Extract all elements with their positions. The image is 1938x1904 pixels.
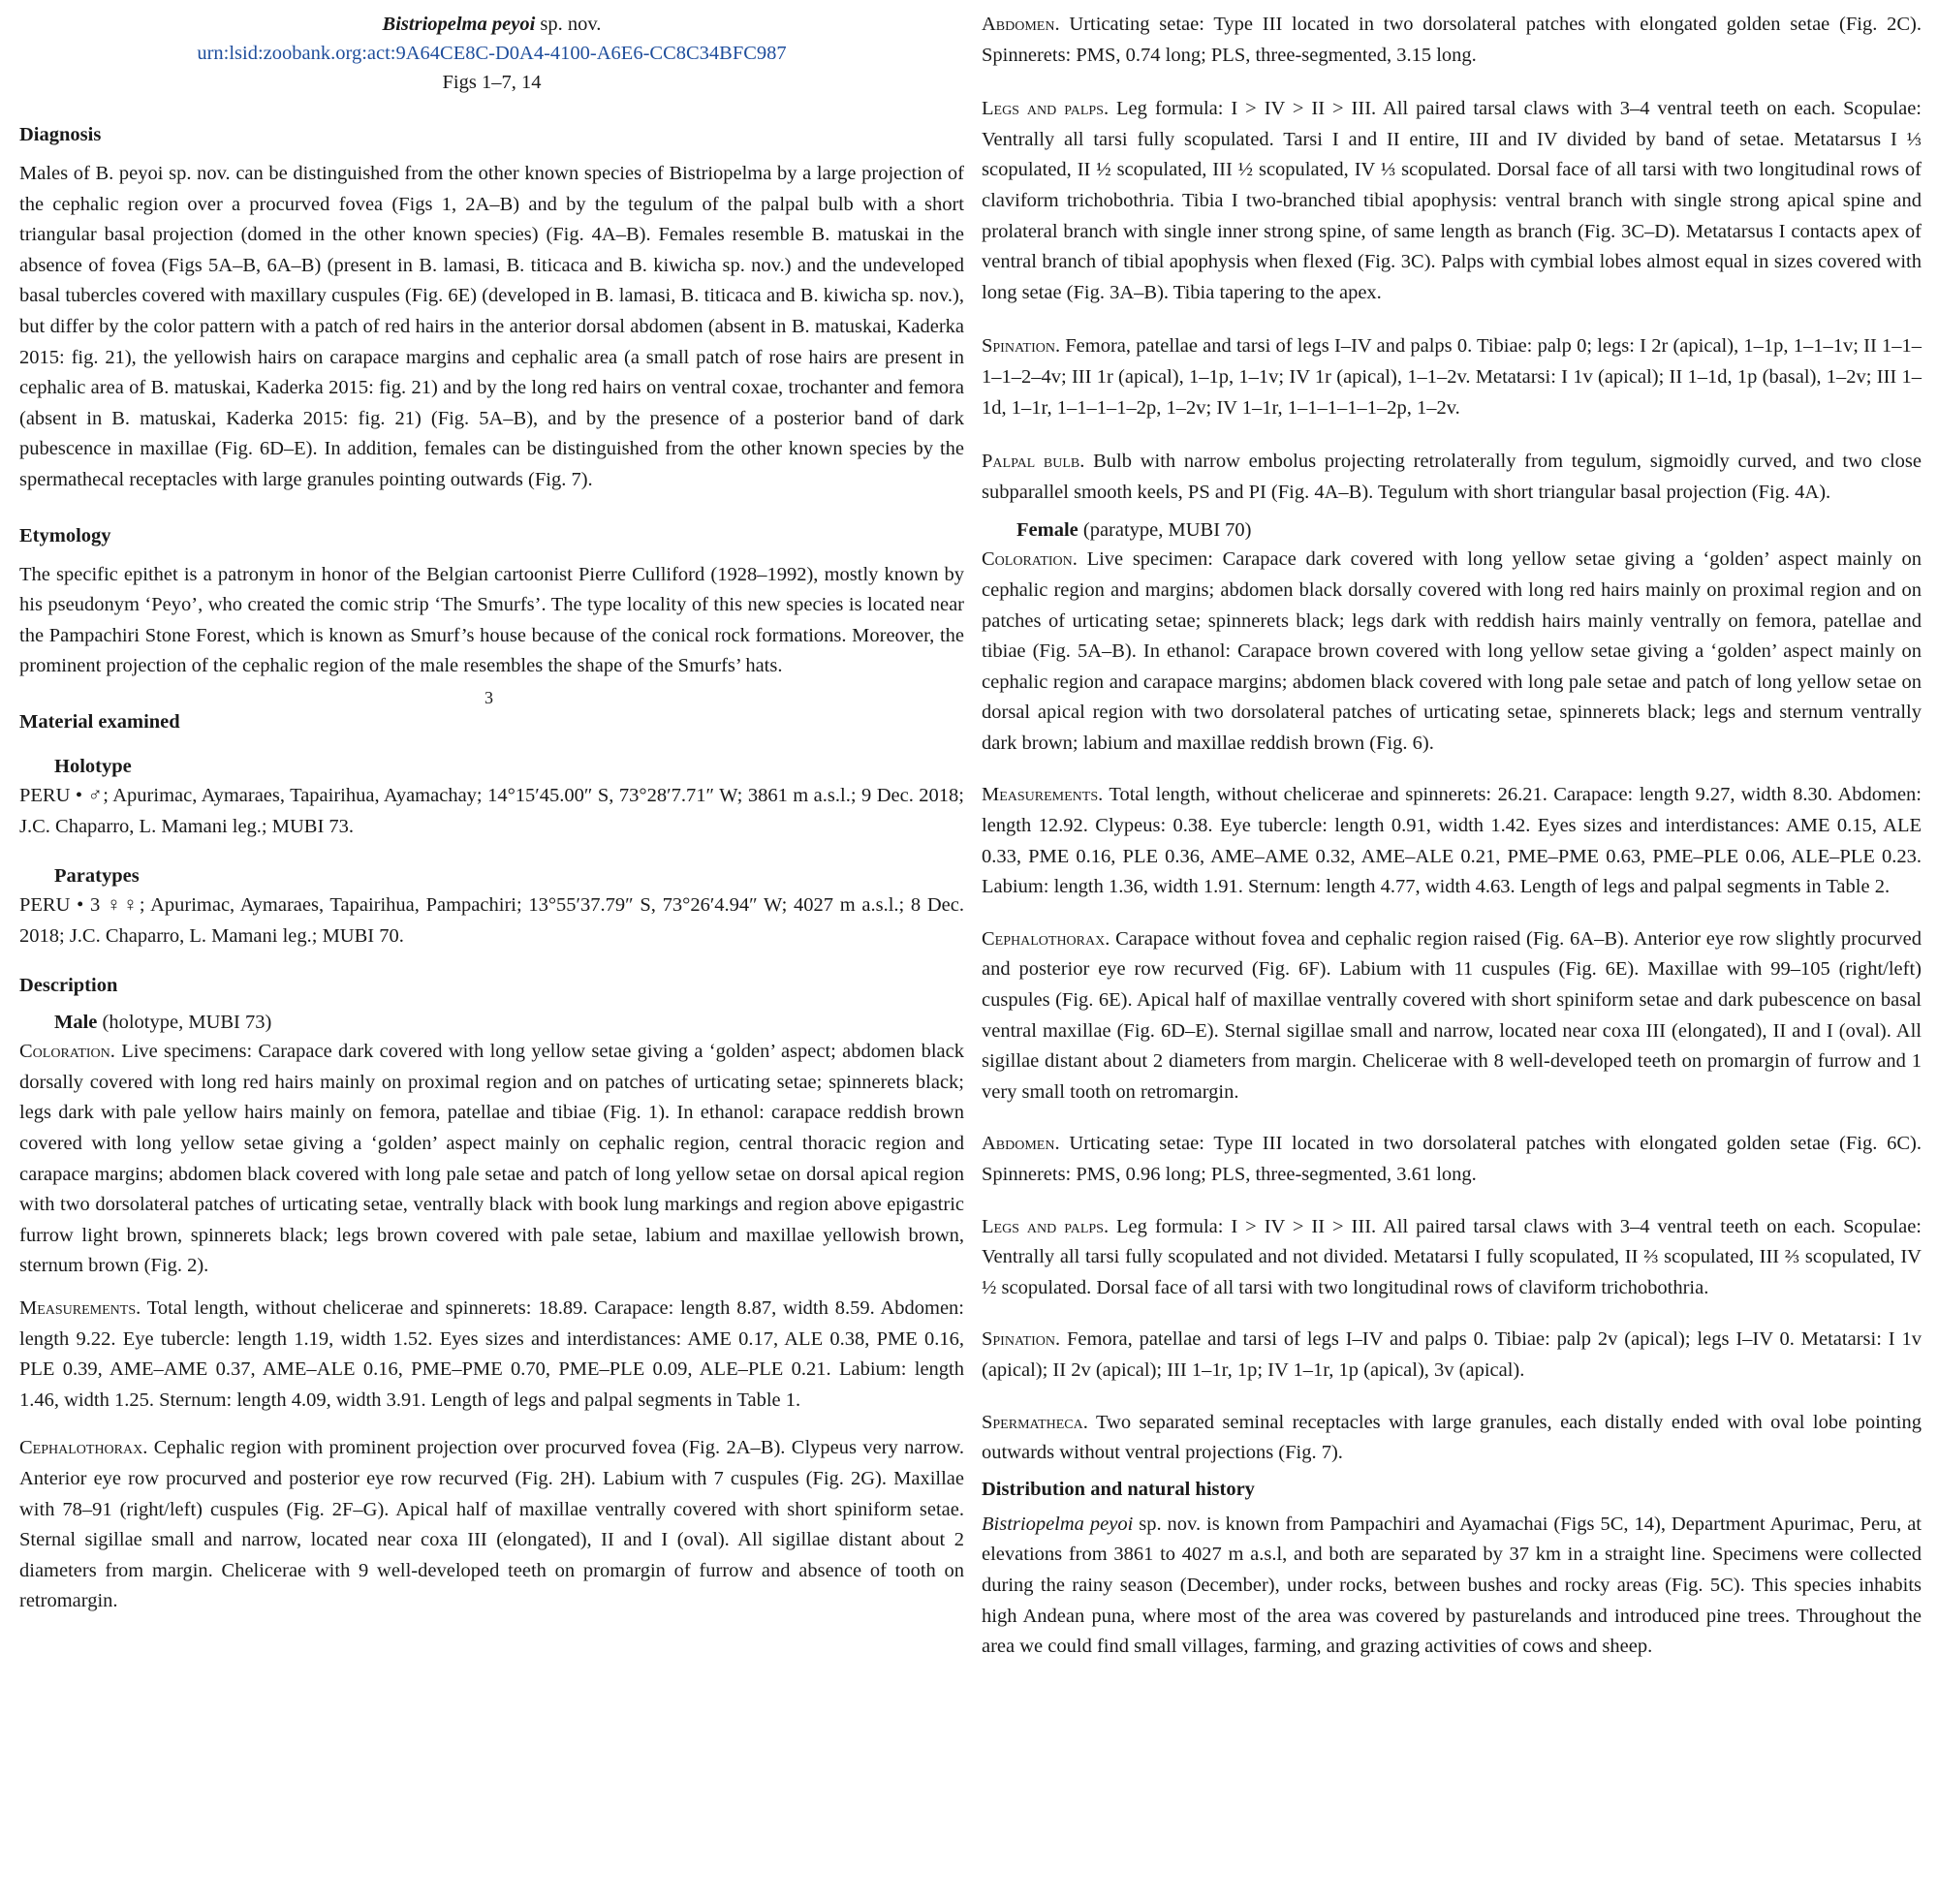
left-column <box>19 0 964 1617</box>
species-name: Bistriopelma peyoi <box>382 14 536 35</box>
female-legs-palps: Legs and palps. Leg formula: I > IV > II > III. All paired tarsal claws with 3–4 ventral teeth on each. Scopulae: Ventrally all tarsi fully scopulated and not divided. Metatarsi I fully scopulated, II ⅔ scopulated, III ⅔ scopulated, IV ½ scopulated. Dorsal face of all tarsi with two longitudinal rows of claviform trichobothria. <box>982 1215 1922 1298</box>
etymology-heading: Etymology <box>19 524 111 546</box>
right-column <box>982 0 1922 1663</box>
male-cephalothorax: Cephalothorax. Cephalic region with prominent projection over procurved fovea (Fig. 2A–B). Clypeus very narrow. Anterior eye row procurved and posterior eye row recurved (Fig. 2H). Labium with 7 cuspules (Fig. 2G). Maxillae with 78–91 (right/left) cuspules (Fig. 2F–G). Apical half of maxillae ventrally covered with short spiniform setae. Sternal sigillae small and narrow, located near coxa III (elongated), II and I (oval). All sigillae distant about 2 diameters from margin. Chelicerae with 9 well-developed teeth on promargin of furrow and absence of tooth on retromargin. <box>19 1437 964 1612</box>
male-spination: Spination. Femora, patellae and tarsi of legs I–IV and palps 0. Tibiae: palp 0; legs: I 2r (apical), 1–1p, 1–1–1v; II 1–1–1–1–2–4v; III 1r (apical), 1–1p, 1–1v; IV 1r (apical), 1–1–2v. Metatarsi: I 1v (apical); II 1–1d, 1p (basal), 1–2v; III 1–1d, 1–1r, 1–1–1–1–2p, 1–2v; IV 1–1r, 1–1–1–1–1–2p, 1–2v. <box>982 335 1922 419</box>
etymology-text: The specific epithet is a patronym in honor of the Belgian cartoonist Pierre Culliford (1928–1992), mostly known by his pseudonym ‘Peyo’, who created the comic strip ‘The Smurfs’. The type locality of this new species is located near the Pampachiri Stone Forest, which is known as Smurf’s house because of the conical rock formations. Moreover, the prominent projection of the cephalic region of the male resembles the shape of the Smurfs’ hats. <box>19 563 964 677</box>
diagnosis-heading: Diagnosis <box>19 124 102 145</box>
description-heading: Description <box>19 975 118 997</box>
distribution-heading: Distribution and natural history <box>982 1478 1255 1500</box>
male-measurements: Measurements. Total length, without chelicerae and spinnerets: 18.89. Carapace: length 8.87, width 8.59. Abdomen: length 9.22. Eye tubercle: length 1.19, width 1.52. Eyes sizes and interdistances: AME 0.17, ALE 0.38, PME 0.16, PLE 0.39, AME–AME 0.37, AME–ALE 0.16, PME–PME 0.70, PME–PLE 0.09, ALE–PLE 0.21. Labium: length 1.46, width 1.25. Sternum: length 4.09, width 3.91. Length of legs and palpal segments in Table 1. <box>19 1297 964 1411</box>
male-heading: Male (holotype, MUBI 73) <box>54 1012 272 1034</box>
paratypes-heading: Paratypes <box>54 865 140 888</box>
material-heading: Material examined <box>19 710 180 733</box>
female-cephalothorax: Cephalothorax. Carapace without fovea and cephalic region raised (Fig. 6A–B). Anterior eye row slightly procurved and posterior eye row recurved (Fig. 6F). Labium with 11 cuspules (Fig. 6E). Maxillae with 99–105 (right/left) cuspules (Fig. 6E). Apical half of maxillae ventrally covered with short spiniform setae and dark pubescence on basal ventral maxillae (Fig. 6D–E). Sternal sigillae small and narrow, located near coxa III (elongated), II and I (oval). All sigillae distant about 2 diameters from margin. Chelicerae with 8 well-developed teeth on promargin of furrow and 1 very small tooth on retromargin. <box>982 927 1922 1103</box>
male-legs-palps: Legs and palps. Leg formula: I > IV > II > III. All paired tarsal claws with 3–4 ventral teeth on each. Scopulae: Ventrally all tarsi fully scopulated. Tarsi I and II entire, III and IV divided by band of setae. Metatarsus I ⅓ scopulated, II ½ scopulated, III ½ scopulated, IV ⅓ scopulated. Dorsal face of all tarsi with two longitudinal rows of claviform trichobothria. Tibia I two-branched tibial apophysis: ventral branch with single strong apical spine and prolateral branch with single inner strong spine, of same length as branch (Fig. 3C–D). Metatarsus I contacts apex of ventral branch of tibial apophysis when flexed (Fig. 3C). Palps with cymbial lobes almost equal in sizes covered with long setae (Fig. 3A–B). Tibia tapering to the apex. <box>982 98 1922 303</box>
male-palpal-bulb: Palpal bulb. Bulb with narrow embolus projecting retrolaterally from tegulum, sigmoidly curved, and two close subparallel smooth keels, PS and PI (Fig. 4A–B). Tegulum with short triangular basal projection (Fig. 4A). <box>982 451 1922 503</box>
female-abdomen: Abdomen. Urticating setae: Type III located in two dorsolateral patches with elongated golden setae (Fig. 6C). Spinnerets: PMS, 0.96 long; PLS, three-segmented, 3.61 long. <box>982 1133 1922 1185</box>
female-spermatheca: Spermatheca. Two separated seminal receptacles with large granules, each distally ended with oval lobe pointing outwards without ventral projections (Fig. 7). <box>982 1411 1922 1464</box>
holotype-text: PERU • ♂; Apurimac, Aymaraes, Tapairihua, Ayamachay; 14°15′45.00″ S, 73°28′7.71″ W; 3861 m a.s.l.; 9 Dec. 2018; J.C. Chaparro, L. Mamani leg.; MUBI 73. <box>19 784 964 837</box>
female-heading: Female (paratype, MUBI 70) <box>1016 519 1252 542</box>
figs-reference: Figs 1–7, 14 <box>442 72 542 93</box>
male-abdomen: Abdomen. Urticating setae: Type III located in two dorsolateral patches with elongated golden setae (Fig. 2C). Spinnerets: PMS, 0.74 long; PLS, three-segmented, 3.15 long. <box>982 14 1922 66</box>
distribution-text: Bistriopelma peyoi sp. nov. is known from Pampachiri and Ayamachai (Figs 5C, 14), Department Apurimac, Peru, at elevations from 3861 to 4027 m a.s.l, and both are separated by 37 km in a straight line. Specimens were collected during the rainy season (December), under rocks, between bushes and rocky areas (Fig. 5C). This species inhabits high Andean puna, where most of the area was covered by pasturelands and introduced pine trees. Throughout the area we could find small villages, farming, and grazing activities of cows and sheep. <box>982 1513 1922 1658</box>
species-title <box>19 10 964 39</box>
page-number: 3 <box>484 688 493 707</box>
zoobank-lsid-link[interactable]: urn:lsid:zoobank.org:act:9A64CE8C-D0A4-4100-A6E6-CC8C34BFC987 <box>197 43 787 64</box>
holotype-heading: Holotype <box>54 755 132 777</box>
female-spination: Spination. Femora, patellae and tarsi of legs I–IV and palps 0. Tibiae: palp 2v (apical); legs I–IV 0. Metatarsi: I 1v (apical); II 2v (apical); III 1–1r, 1p; IV 1–1r, 1p (apical), 3v (apical). <box>982 1328 1922 1381</box>
paratypes-text: PERU • 3 ♀♀; Apurimac, Aymaraes, Tapairihua, Pampachiri; 13°55′37.79″ S, 73°26′4.94″ W; 4027 m a.s.l.; 8 Dec. 2018; J.C. Chaparro, L. Mamani leg.; MUBI 70. <box>19 894 964 947</box>
species-suffix: sp. nov. <box>535 14 602 35</box>
female-coloration: Coloration. Live specimen: Carapace dark covered with long yellow setae giving a ‘golden’ aspect mainly on cephalic region and margins; abdomen black dorsally covered with long red hairs mainly on proximal region and on patches of urticating setae; spinnerets black; legs dark with reddish hairs mainly ventrally on femora, patellae and tibiae (Fig. 5A–B). In ethanol: Carapace brown covered with long yellow setae giving a ‘golden’ aspect mainly on cephalic region and carapace margins; abdomen black covered with long pale setae and patch of long yellow setae on dorsal apical region with two dorsolateral patches of urticating setae, spinnerets black; legs and sternum ventrally dark brown; labium and maxillae reddish brown (Fig. 6). <box>982 548 1922 754</box>
diagnosis-text: Males of B. peyoi sp. nov. can be distinguished from the other known species of Bistriopelma by a large projection of the cephalic region over a procurved fovea (Figs 1, 2A–B) and by the tegulum of the palpal bulb with a short triangular basal projection (domed in the other known species) (Fig. 4A–B). Females resemble B. matuskai in the absence of fovea (Figs 5A–B, 6A–B) (present in B. lamasi, B. titicaca and B. kiwicha sp. nov.) and the undeveloped basal tubercles covered with maxillary cuspules (Fig. 6E) (developed in B. lamasi, B. titicaca and B. kiwicha sp. nov.), but differ by the color pattern with a patch of red hairs in the anterior dorsal abdomen (absent in B. matuskai, Kaderka 2015: fig. 21), the yellowish hairs on carapace margins and cephalic area (a small patch of rose hairs are present in cephalic area of B. matuskai, Kaderka 2015: fig. 21) and by the long red hairs on ventral coxae, trochanter and femora (absent in B. matuskai, Kaderka 2015: fig. 21) (Fig. 5A–B), and by the presence of a posterior band of dark pubescence in maxillae (Fig. 6D–E). In addition, females can be distinguished from the other known species by the spermathecal receptacles with large granules pointing outwards (Fig. 7). <box>19 163 964 490</box>
male-coloration: Coloration. Live specimens: Carapace dark covered with long yellow setae giving a ‘golden’ aspect; abdomen black dorsally covered with long red hairs mainly on proximal region and on patches of urticating setae; spinnerets black; legs dark with pale yellow hairs mainly on femora, patellae and tibiae (Fig. 1). In ethanol: carapace reddish brown covered with long yellow setae giving a ‘golden’ aspect mainly on cephalic region, central thoracic region and carapace margins; abdomen black covered with long pale setae and patch of long yellow setae on dorsal apical region with two dorsolateral patches of urticating setae, ventrally black with book lung markings and region above epigastric furrow light brown, spinnerets black; legs brown covered with pale setae, labium and maxillae yellowish brown, sternum brown (Fig. 2). <box>19 1041 964 1277</box>
female-measurements: Measurements. Total length, without chelicerae and spinnerets: 26.21. Carapace: length 9.27, width 8.30. Abdomen: length 12.92. Clypeus: 0.38. Eye tubercle: length 0.91, width 1.42. Eyes sizes and interdistances: AME 0.15, ALE 0.33, PME 0.16, PLE 0.36, AME–AME 0.32, AME–ALE 0.21, PME–PME 0.63, PME–PLE 0.06, ALE–PLE 0.23. Labium: length 1.36, width 1.91. Sternum: length 4.77, width 4.63. Length of legs and palpal segments in Table 2. <box>982 784 1922 898</box>
